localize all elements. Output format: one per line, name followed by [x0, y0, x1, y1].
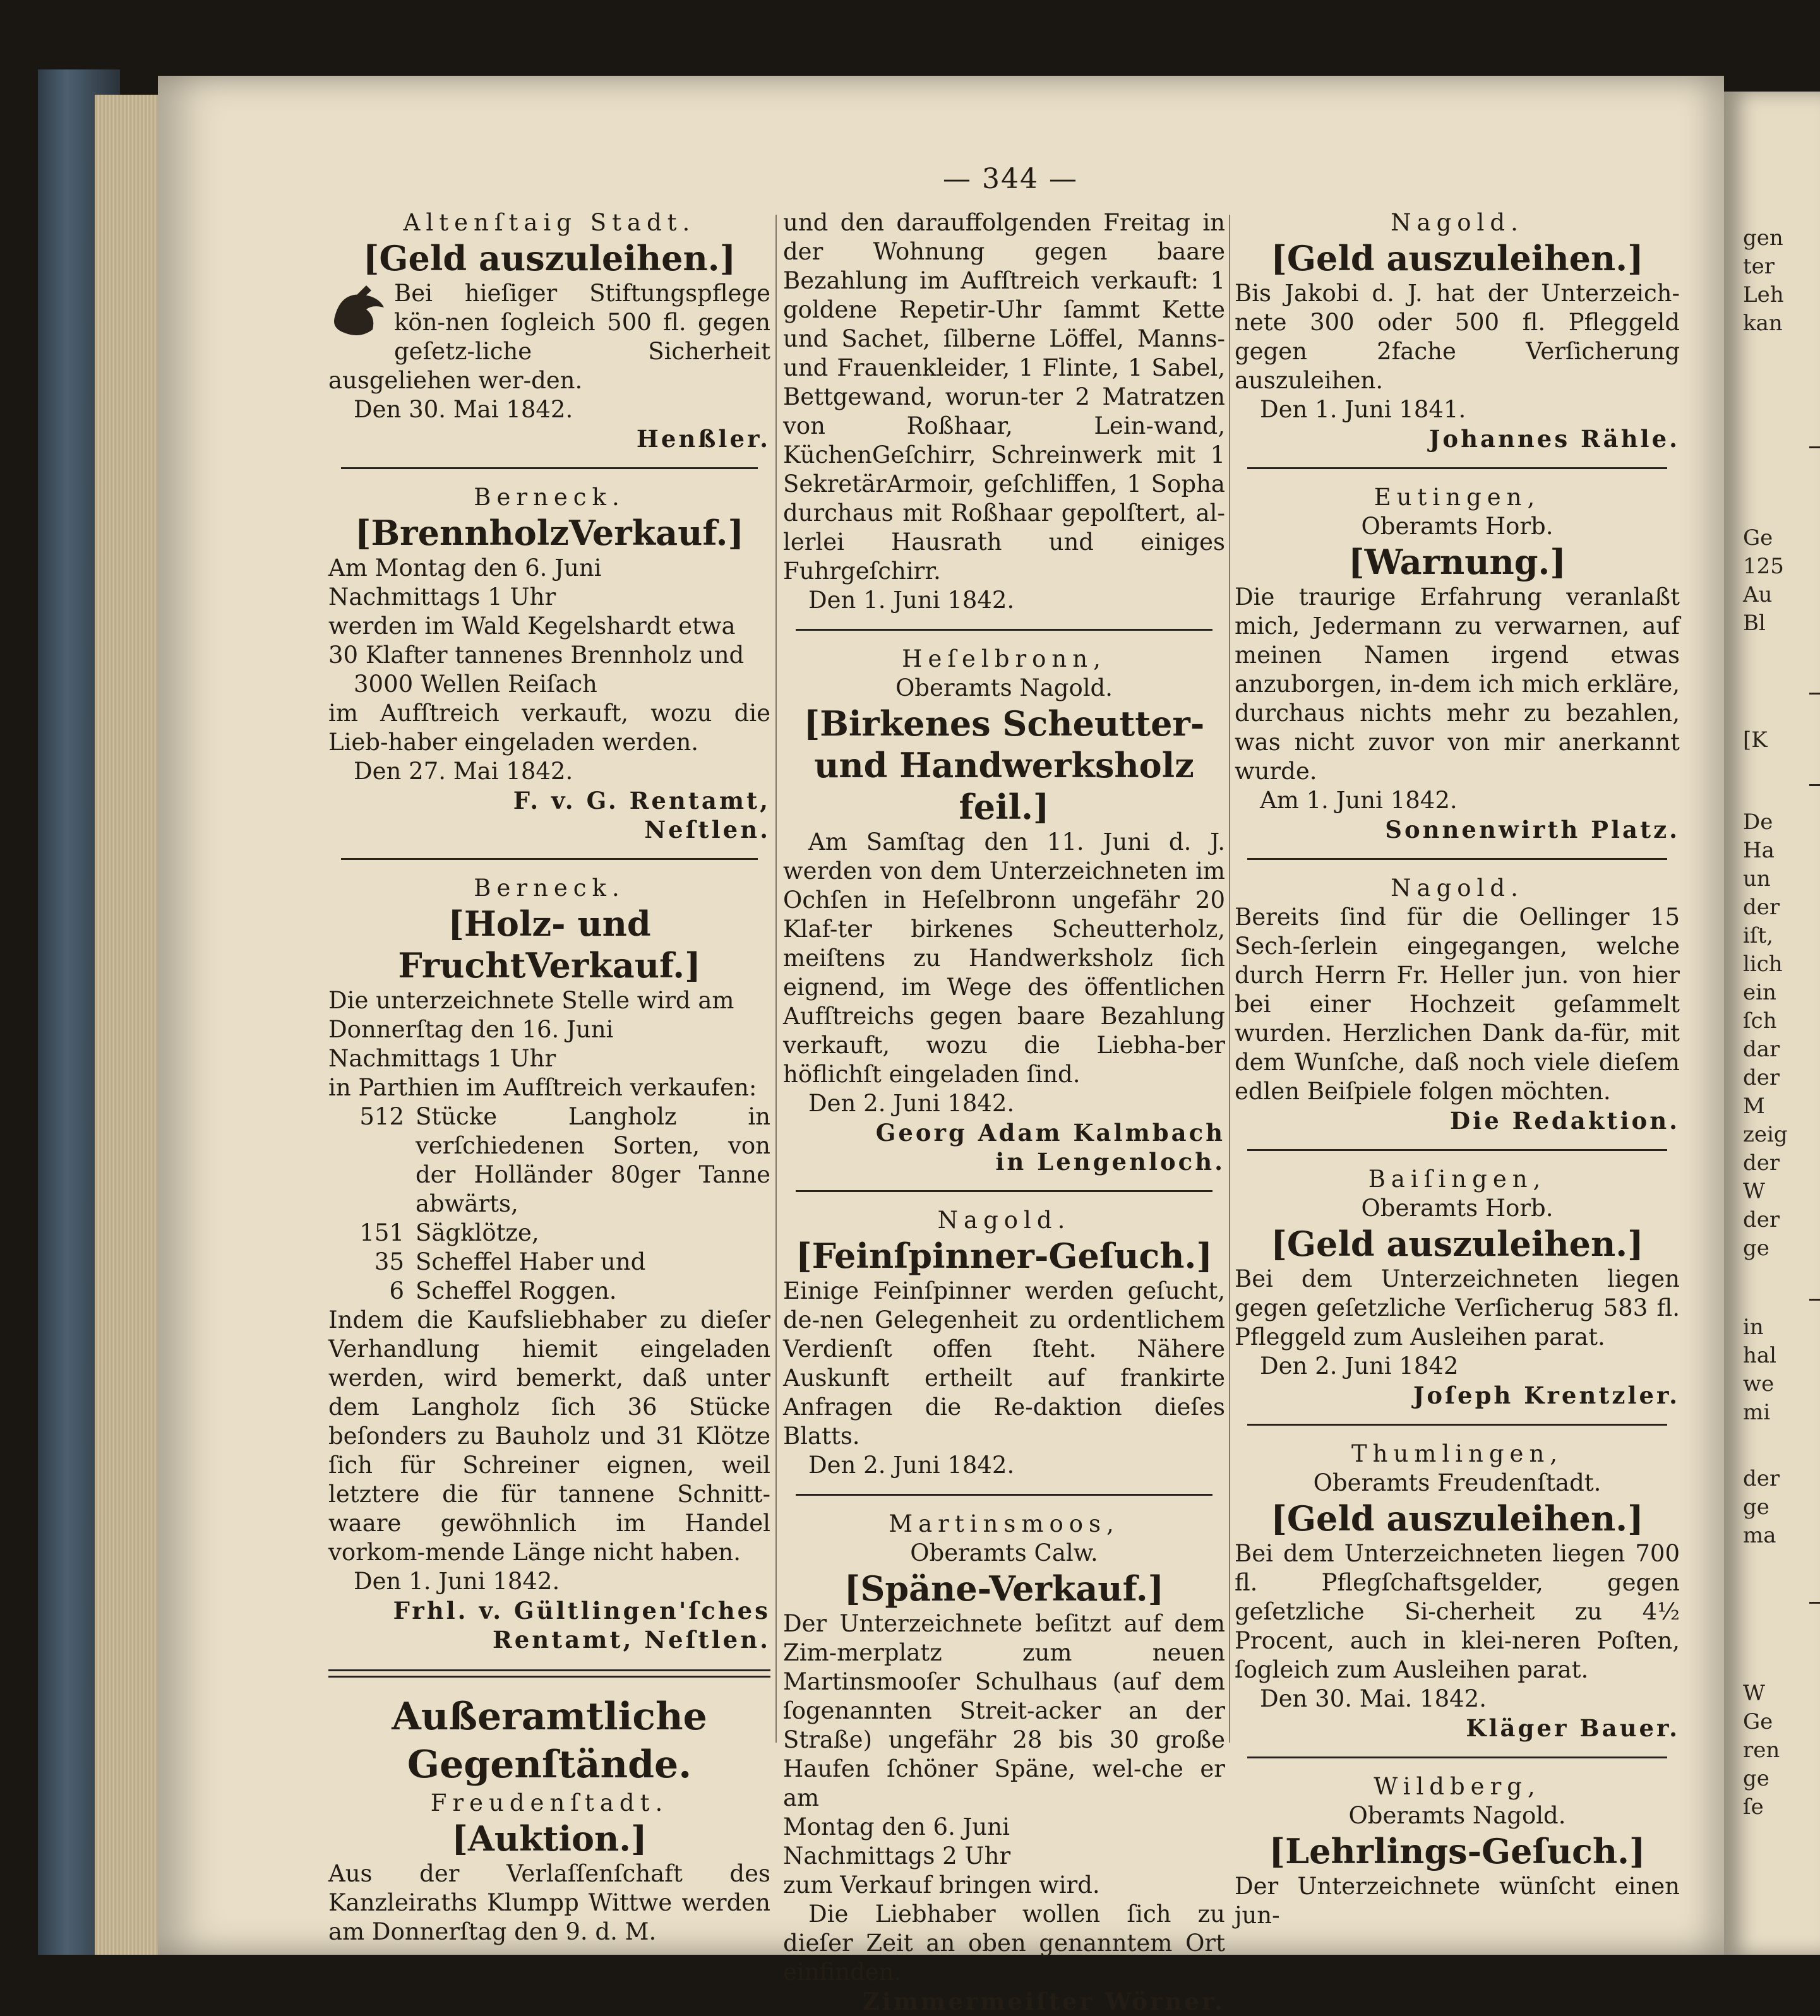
notice-place: Altenſtaig Stadt. [403, 209, 696, 236]
divider [1247, 858, 1667, 860]
next-page-text-fragment: W [1743, 1179, 1765, 1204]
notice-title: [Geld auszuleihen.] [362, 238, 736, 278]
next-page-text-fragment: der [1743, 895, 1780, 920]
notice-line: werden im Wald Kegelshardt etwa [328, 612, 736, 640]
notice-signature: Joſeph Krentzler. [1413, 1381, 1680, 1409]
next-page-text-fragment: ma [1743, 1523, 1776, 1548]
notice-line: zum Verkauf bringen wird. [783, 1871, 1100, 1899]
next-page-text-fragment: dar [1743, 1037, 1780, 1062]
next-page-divider [1809, 693, 1820, 695]
notice-berneck-2 [328, 874, 770, 1654]
notice-date: Den 2. Juni 1842. [808, 1452, 1015, 1479]
item-text: Scheffel Haber und [416, 1248, 646, 1275]
item-text: Stücke Langholz in verſchiedenen Sorten, von der Holländer 80ger Tanne abwärts, [416, 1103, 770, 1217]
section-divider [328, 1669, 770, 1678]
notice-date: Den 1. Juni 1842. [808, 587, 1015, 614]
notice-body: Der Unterzeichnete wünſcht einen jun- [1235, 1873, 1680, 1929]
divider [796, 629, 1212, 631]
notice-date: Am 1. Juni 1842. [1260, 787, 1458, 814]
notice-district: Oberamts Nagold. [895, 674, 1113, 701]
notice-thumlingen [1235, 1440, 1680, 1743]
next-page-text-fragment: der [1743, 1065, 1780, 1090]
notice-eutingen [1235, 483, 1680, 844]
notice-district: Oberamts Horb. [1361, 513, 1554, 540]
column-2 [783, 208, 1225, 2016]
next-page-text-fragment: lich [1743, 951, 1783, 977]
notice-wildberg [1235, 1772, 1680, 1930]
notice-date: Den 27. Mai 1842. [354, 758, 573, 785]
notice-date: Den 1. Juni 1842. [354, 1568, 560, 1595]
next-page-text-fragment: 125 [1743, 554, 1784, 579]
notice-title: [Geld auszuleihen.] [1271, 238, 1644, 278]
notice-signature: F. v. G. Rentamt, [513, 787, 770, 814]
notice-place: Thumlingen, [1351, 1440, 1564, 1467]
next-page-text-fragment: ein [1743, 980, 1776, 1005]
notice-altensteig [328, 208, 770, 453]
notice-body: Aus der Verlaſſenſchaft des Kanzleiraths Klumpp Wittwe werden am Donnerſtag den 9. d. M. [328, 1860, 770, 1945]
notice-line: im Aufſtreich verkauft, wozu die Lieb-haber eingeladen werden. [328, 700, 770, 756]
next-page-text-fragment: in [1743, 1315, 1764, 1340]
notice-freudenstadt [328, 1789, 770, 1947]
column-1 [328, 208, 770, 1947]
notice-place: Wildberg, [1374, 1773, 1541, 1800]
notice-district: Oberamts Freudenſtadt. [1313, 1469, 1601, 1496]
notice-district: Oberamts Nagold. [1348, 1802, 1566, 1829]
notice-nagold-loan [1235, 208, 1680, 453]
notice-signature: Henßler. [636, 425, 770, 453]
next-page-text-fragment: Ha [1743, 838, 1775, 863]
next-page-text-fragment: hal [1743, 1343, 1777, 1368]
list-item [328, 1277, 770, 1306]
notice-place: Nagold. [1391, 874, 1524, 902]
notice-signature: Georg Adam Kalmbach [875, 1119, 1225, 1147]
next-page-text-fragment: zeig [1743, 1122, 1788, 1147]
notice-date: Den 30. Mai. 1842. [1260, 1685, 1487, 1712]
notice-title: [Holz- und FruchtVerkauf.] [398, 904, 701, 986]
divider [341, 467, 758, 469]
next-page-text-fragment: Au [1743, 582, 1773, 607]
notice-signature: Sonnenwirth Platz. [1385, 816, 1680, 844]
notice-martinsmoos [783, 1510, 1225, 2016]
column-divider-1 [775, 215, 777, 1743]
notice-nagold-thanks [1235, 874, 1680, 1135]
notice-title: [Lehrlings-Geſuch.] [1269, 1831, 1646, 1871]
list-item [328, 1219, 770, 1248]
notice-heselbronn [783, 645, 1225, 1176]
divider [1247, 1424, 1667, 1426]
notice-line: Montag den 6. Juni [783, 1813, 1010, 1840]
notice-district: Oberamts Calw. [910, 1539, 1098, 1566]
item-text: Sägklötze, [416, 1219, 539, 1246]
notice-body: Die traurige Erfahrung veranlaßt mich, Jedermann zu verwarnen, auf meinen Namen irgend etwas anzuborgen, in-dem ich mich erkläre, durchaus nichts mehr zu bezahlen, was nicht zuvor von mir anerkannt wurde. [1235, 583, 1680, 785]
notice-place: Berneck. [474, 874, 625, 902]
notice-title: [Auktion.] [452, 1818, 647, 1859]
notice-auction-continued [783, 208, 1225, 615]
next-page-text-fragment: we [1743, 1371, 1775, 1397]
notice-signature: Kläger Bauer. [1466, 1714, 1680, 1742]
notice-line: 30 Klafter tannenes Brennholz und [328, 641, 745, 669]
item-text: Scheffel Roggen. [416, 1277, 617, 1304]
notice-place: Martinsmoos, [889, 1510, 1120, 1537]
notice-place: Baiſingen, [1368, 1166, 1547, 1193]
notice-line: 3000 Wellen Reiſach [354, 671, 597, 698]
notice-line: Donnerſtag den 16. Juni [328, 1016, 614, 1043]
notice-title: [BrennholzVerkauf.] [354, 513, 745, 553]
notice-body: Bereits ſind für die Oellinger 15 Sech-ſerlein eingegangen, welche durch Herrn Fr. Heller jun. von hier bei einer Hochzeit geſammelt wurden. Herzlichen Dank da-für, mit dem Wunſche, daß noch viele dieſem edlen Beiſpiele folgen möchten. [1235, 904, 1680, 1105]
notice-date: Den 30. Mai 1842. [354, 396, 573, 423]
next-page-text-fragment: ter [1743, 254, 1775, 279]
notice-place: Nagold. [1391, 209, 1524, 236]
next-page-text-fragment: Ge [1743, 525, 1773, 551]
notice-signature: Die Redaktion. [1450, 1107, 1680, 1135]
notice-line: Die unterzeichnete Stelle wird am [328, 987, 734, 1014]
list-item [328, 1102, 770, 1219]
next-page-text-fragment: ſe [1743, 1794, 1764, 1820]
notice-place: Eutingen, [1374, 484, 1541, 511]
notice-body: Bei dem Unterzeichneten liegen 700 fl. Pflegſchaftsgelder, gegen geſetzliche Si-cherheit zu 4½ Procent, auch in klei-neren Poſten, ſogleich zum Ausleihen parat. [1235, 1540, 1680, 1683]
item-quantity: 35 [374, 1248, 404, 1275]
next-page-divider [1809, 784, 1820, 786]
notice-title: [Feinſpinner-Geſuch.] [796, 1236, 1212, 1276]
notice-baisingen [1235, 1165, 1680, 1410]
notice-body: Der Unterzeichnete beſitzt auf dem Zim-merplatz zum neuen Martinsmooſer Schulhaus (auf dem ſogenannten Streit-acker an der Straße) ungefähr 28 bis 30 große Haufen ſchöner Späne, wel-che er am [783, 1610, 1225, 1811]
next-page-text-fragment: ſch [1743, 1008, 1777, 1034]
next-page-text-fragment: gen [1743, 225, 1783, 251]
notice-place: Berneck. [474, 484, 625, 511]
notice-signature: in Lengenloch. [995, 1148, 1225, 1176]
divider [796, 1190, 1212, 1192]
column-3 [1235, 208, 1680, 1930]
next-page-text-fragment: iſt, [1743, 923, 1773, 948]
notice-signature: Rentamt, Neſtlen. [492, 1626, 770, 1654]
column-divider-2 [1229, 215, 1230, 1743]
item-quantity: 151 [359, 1219, 404, 1246]
notice-body: Bei dem Unterzeichneten liegen gegen geſetzliche Verſicherug 583 fl. Pfleggeld zum Ausleihen parat. [1235, 1265, 1680, 1351]
next-page-text-fragment: ge [1743, 1494, 1769, 1520]
notice-body: Bei hieſiger Stiftungspflege kön-nen ſogleich 500 fl. gegen geſetz-liche Sicherheit ausgeliehen wer-den. [328, 280, 770, 394]
divider [341, 858, 758, 860]
notice-berneck-1 [328, 483, 770, 844]
notice-nagold-spinner [783, 1206, 1225, 1480]
next-page-text-fragment: M [1743, 1094, 1765, 1119]
item-quantity: 512 [359, 1103, 404, 1130]
notice-title: [Späne-Verkauf.] [844, 1568, 1164, 1609]
notice-body: Am Samſtag den 11. Juni d. J. werden von dem Unterzeichneten im Ochſen in Heſelbronn ungefähr 20 Klaf-ter birkenes Scheutterholz, meiſtens zu Handwerksholz ſich eignend, im Wege des öffentlichen Aufſtreichs gegen baare Bezahlung verkauft, wozu die Liebha-ber höflichſt eingeladen ſind. [783, 828, 1225, 1088]
notice-title: [Warnung.] [1348, 542, 1566, 582]
next-page-divider [1809, 446, 1820, 448]
next-page-text-fragment: Leh [1743, 282, 1784, 307]
next-page-text-fragment: der [1743, 1150, 1780, 1176]
next-page-divider [1809, 1602, 1820, 1604]
item-quantity: 6 [389, 1277, 404, 1304]
divider [1247, 467, 1667, 469]
next-page-text-fragment: der [1743, 1207, 1780, 1232]
next-page-text-fragment: un [1743, 866, 1771, 892]
page-number: — 344 — [943, 163, 1078, 195]
notice-district: Oberamts Horb. [1361, 1195, 1554, 1222]
divider [1247, 1149, 1667, 1151]
hand-ornament-icon [328, 279, 389, 342]
next-page-text-fragment: Ge [1743, 1709, 1773, 1734]
notice-body: Indem die Kaufsliebhaber zu dieſer Verhandlung hiemit eingeladen werden, wird bemerkt, daß unter dem Langholz ſich 36 Stücke beſonders zu Bauholz und 31 Klötze ſich für Schreiner eignen, weil letztere die für tannene Schnitt-waare gewöhnlich im Handel vorkom-mende Länge nicht haben. [328, 1306, 770, 1566]
next-page-text-fragment: der [1743, 1466, 1780, 1491]
divider [796, 1494, 1212, 1496]
notice-place: Heſelbronn, [902, 645, 1106, 672]
list-item [328, 1248, 770, 1277]
notice-signature: Zimmermeiſter Wörner. [862, 1988, 1225, 2015]
notice-body: Die Liebhaber wollen ſich zu dieſer Zeit an oben genanntem Ort einfinden. [783, 1900, 1225, 1986]
section-heading: Außeramtliche Gegenſtände. [392, 1695, 707, 1787]
next-page-text-fragment: De [1743, 809, 1773, 835]
next-page-text-fragment: mi [1743, 1400, 1771, 1425]
notice-signature: Frhl. v. Gültlingen'ſches [393, 1597, 770, 1625]
notice-date: Den 2. Juni 1842. [808, 1090, 1015, 1117]
notice-title: [Geld auszuleihen.] [1271, 1498, 1644, 1539]
notice-body: Einige Feinſpinner werden geſucht, de-nen Gelegenheit zu ordentlichem Verdienſt offen ſteht. Nähere Auskunft ertheilt auf frankirte Anfragen die Re-daktion dieſes Blatts. [783, 1277, 1225, 1450]
notice-title: [Birkenes Scheutter- und Handwerksholz feil.] [803, 703, 1205, 827]
notice-place: Nagold. [937, 1207, 1071, 1234]
next-page-text-fragment: ge [1743, 1766, 1769, 1791]
next-page-text-fragment: ge [1743, 1236, 1769, 1261]
next-page-text-fragment: ren [1743, 1738, 1780, 1763]
next-page-text-fragment: [K [1743, 727, 1768, 753]
notice-line: Am Montag den 6. Juni [328, 554, 602, 582]
notice-line: Nachmittags 2 Uhr [783, 1842, 1011, 1870]
notice-date: Den 2. Juni 1842 [1260, 1352, 1459, 1380]
next-page-text-fragment: kan [1743, 311, 1783, 336]
notice-date: Den 1. Juni 1841. [1260, 396, 1466, 423]
next-page-divider [1809, 1299, 1820, 1301]
notice-signature: Neſtlen. [644, 816, 770, 844]
notice-place: Freudenſtadt. [430, 1789, 669, 1816]
notice-line: in Parthien im Aufſtreich verkaufen: [328, 1074, 757, 1101]
divider [1247, 1757, 1667, 1758]
notice-title: [Geld auszuleihen.] [1271, 1224, 1644, 1264]
notice-body: und den darauffolgenden Freitag in der Wohnung gegen baare Bezahlung im Aufſtreich verkauft: 1 goldene Repetir-Uhr ſammt Kette und Sachet, ſilberne Löffel, Manns- und Frauenkleider, 1 Flinte, 1 Sabel, Bettgewand, worun-ter 2 Matratzen von Roßhaar, Lein-wand, KüchenGeſchirr, Schreinwerk mit 1 SekretärArmoir, geſchliffen, 1 Sopha durchaus mit Roßhaar gepolſtert, al-lerlei Hausrath und einiges Fuhrgeſchirr. [783, 209, 1225, 585]
next-page-fragment [1724, 92, 1820, 1955]
next-page-text-fragment: Bl [1743, 611, 1766, 636]
notice-signature: Johannes Rähle. [1428, 425, 1680, 453]
notice-body: Bis Jakobi d. J. hat der Unterzeich-nete 300 oder 500 fl. Pfleggeld gegen 2fache Verſicherung auszuleihen. [1235, 280, 1680, 394]
next-page-text-fragment: W [1743, 1681, 1765, 1706]
notice-line: Nachmittags 1 Uhr [328, 583, 556, 611]
notice-line: Nachmittags 1 Uhr [328, 1045, 556, 1072]
